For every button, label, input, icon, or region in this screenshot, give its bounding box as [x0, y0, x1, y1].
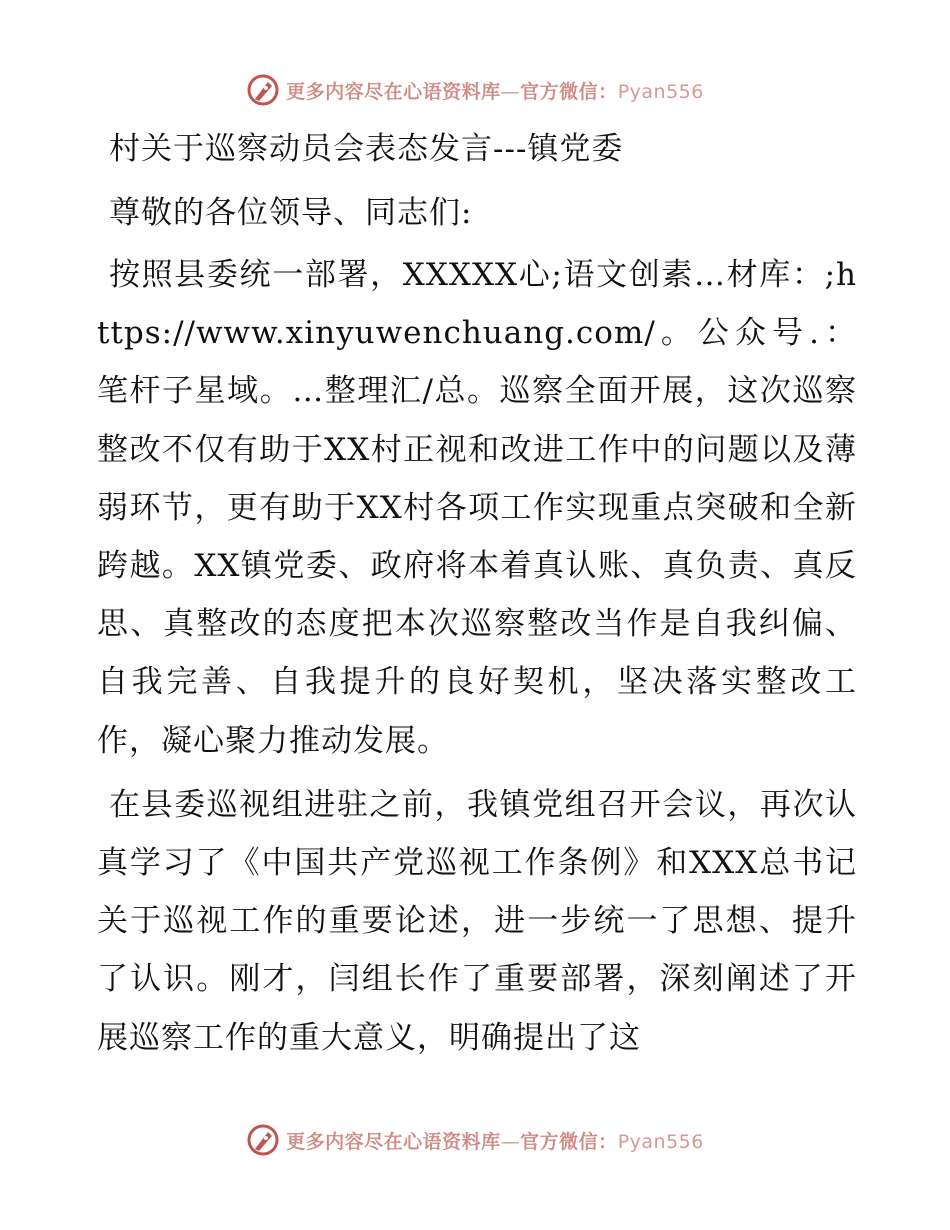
watermark-text: 更多内容尽在心语资料库—官方微信：Pyan556	[286, 1130, 704, 1153]
pen-nib-logo-icon	[246, 73, 280, 107]
pen-nib-logo-icon	[246, 1123, 280, 1157]
paragraph: 按照县委统一部署，XXXXX心;语文创素…材库：;https://www.xinyuwenchuang.com/。公众号.：笔杆子星域。…整理汇/总。巡察全面开展，这次巡察整改不仅有助于XX村正视和改进工作中的问题以及薄弱环节，更有助于XX村各项工作实现重点突破和全新跨越。XX镇党委、政府将本着真认账、真负责、真反思、真整改的态度把本次巡察整改当作是自我纠偏、自我完善、自我提升的良好契机，坚决落实整改工作，凝心聚力推动发展。	[97, 257, 857, 759]
watermark-content	[246, 73, 704, 107]
greeting: 尊敬的各位领导、同志们:	[109, 195, 473, 231]
header-watermark	[0, 70, 950, 110]
footer-watermark	[0, 1120, 950, 1160]
document-body	[97, 120, 857, 1073]
document-title: 村关于巡察动员会表态发言---镇党委	[109, 131, 624, 167]
watermark-content	[246, 1123, 704, 1157]
paragraph: 在县委巡视组进驻之前，我镇党组召开会议，再次认真学习了《中国共产党巡视工作条例》和XXX总书记关于巡视工作的重要论述，进一步统一了思想、提升了认识。刚才，闫组长作了重要部署，深刻阐述了开展巡察工作的重大意义，明确提出了这	[97, 786, 857, 1056]
watermark-text: 更多内容尽在心语资料库—官方微信：Pyan556	[286, 80, 704, 103]
